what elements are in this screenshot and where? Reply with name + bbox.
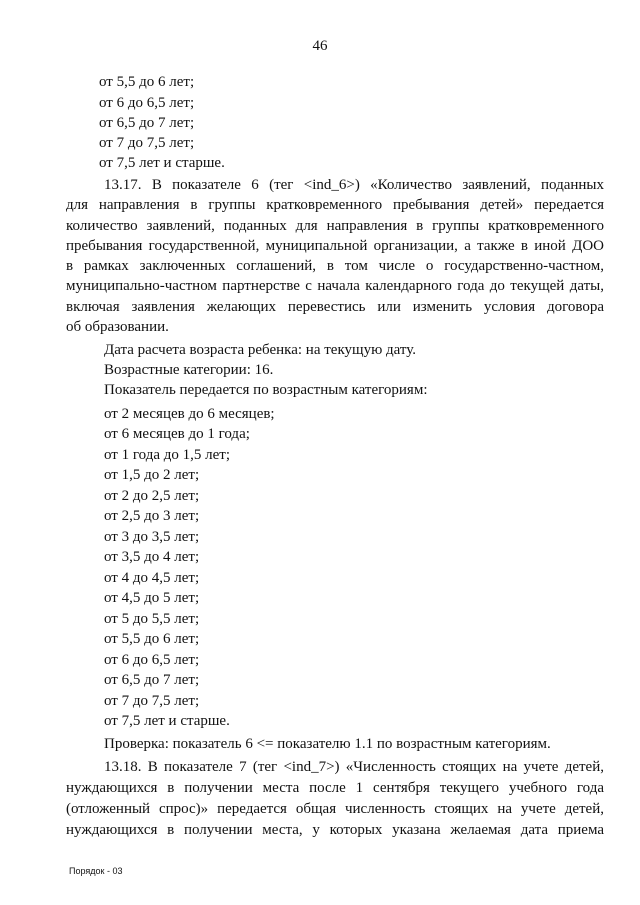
list-item: от 2 месяцев до 6 месяцев; (104, 406, 275, 422)
check-line: Проверка: показатель 6 <= показателю 1.1 по возрастным категориям. (104, 736, 551, 752)
list-item: от 6,5 до 7 лет; (104, 672, 200, 688)
detail-line: Возрастные категории: 16. (104, 362, 274, 378)
list-item: от 4,5 до 5 лет; (104, 590, 200, 606)
page-number: 46 (312, 38, 328, 54)
list-item: от 5,5 до 6 лет; (99, 74, 195, 90)
paragraph-line: нуждающихся в получении места, у которых указана желаемая дата приема (66, 822, 604, 838)
footer-label: Порядок - 03 (69, 866, 123, 876)
paragraph-line: об образовании. (66, 319, 169, 335)
paragraph-line: 13.17. В показателе 6 (тег <ind_6>) «Количество заявлений, поданных (104, 177, 604, 193)
paragraph-line: включая заявления желающих перевестись или изменить условия договора (66, 299, 604, 315)
list-item: от 6,5 до 7 лет; (99, 115, 195, 131)
list-item: от 1 года до 1,5 лет; (104, 447, 230, 463)
paragraph-line: 13.18. В показателе 7 (тег <ind_7>) «Численность стоящих на учете детей, (104, 759, 604, 775)
detail-line: Дата расчета возраста ребенка: на текущую дату. (104, 342, 417, 358)
paragraph-line: количество заявлений, поданных для направления в группы кратковременного (66, 218, 604, 234)
paragraph-line: (отложенный спрос)» передается общая численность стоящих на учете детей, (66, 801, 604, 817)
list-item: от 2,5 до 3 лет; (104, 508, 200, 524)
list-item: от 7 до 7,5 лет; (99, 135, 195, 151)
list-item: от 6 до 6,5 лет; (104, 652, 200, 668)
paragraph-line: муниципально-частном партнерстве с начала календарного года до текущей даты, (66, 278, 604, 294)
paragraph-line: нуждающихся в получении места после 1 сентября текущего учебного года (66, 780, 604, 796)
list-item: от 7,5 лет и старше. (104, 713, 230, 729)
list-item: от 1,5 до 2 лет; (104, 467, 200, 483)
list-item: от 7 до 7,5 лет; (104, 693, 200, 709)
list-item: от 4 до 4,5 лет; (104, 570, 200, 586)
paragraph-line: в рамках заключенных соглашений, в том числе о государственно-частном, (66, 258, 604, 274)
list-item: от 5 до 5,5 лет; (104, 611, 200, 627)
list-item: от 7,5 лет и старше. (99, 155, 225, 171)
list-item: от 6 до 6,5 лет; (99, 95, 195, 111)
list-item: от 6 месяцев до 1 года; (104, 426, 250, 442)
detail-line: Показатель передается по возрастным категориям: (104, 382, 428, 398)
list-item: от 3,5 до 4 лет; (104, 549, 200, 565)
paragraph-line: для направления в группы кратковременного пребывания детей» передается (66, 197, 604, 213)
list-item: от 5,5 до 6 лет; (104, 631, 200, 647)
list-item: от 3 до 3,5 лет; (104, 529, 200, 545)
list-item: от 2 до 2,5 лет; (104, 488, 200, 504)
paragraph-line: пребывания государственной, муниципальной организации, а также в иной ДОО (66, 238, 604, 254)
